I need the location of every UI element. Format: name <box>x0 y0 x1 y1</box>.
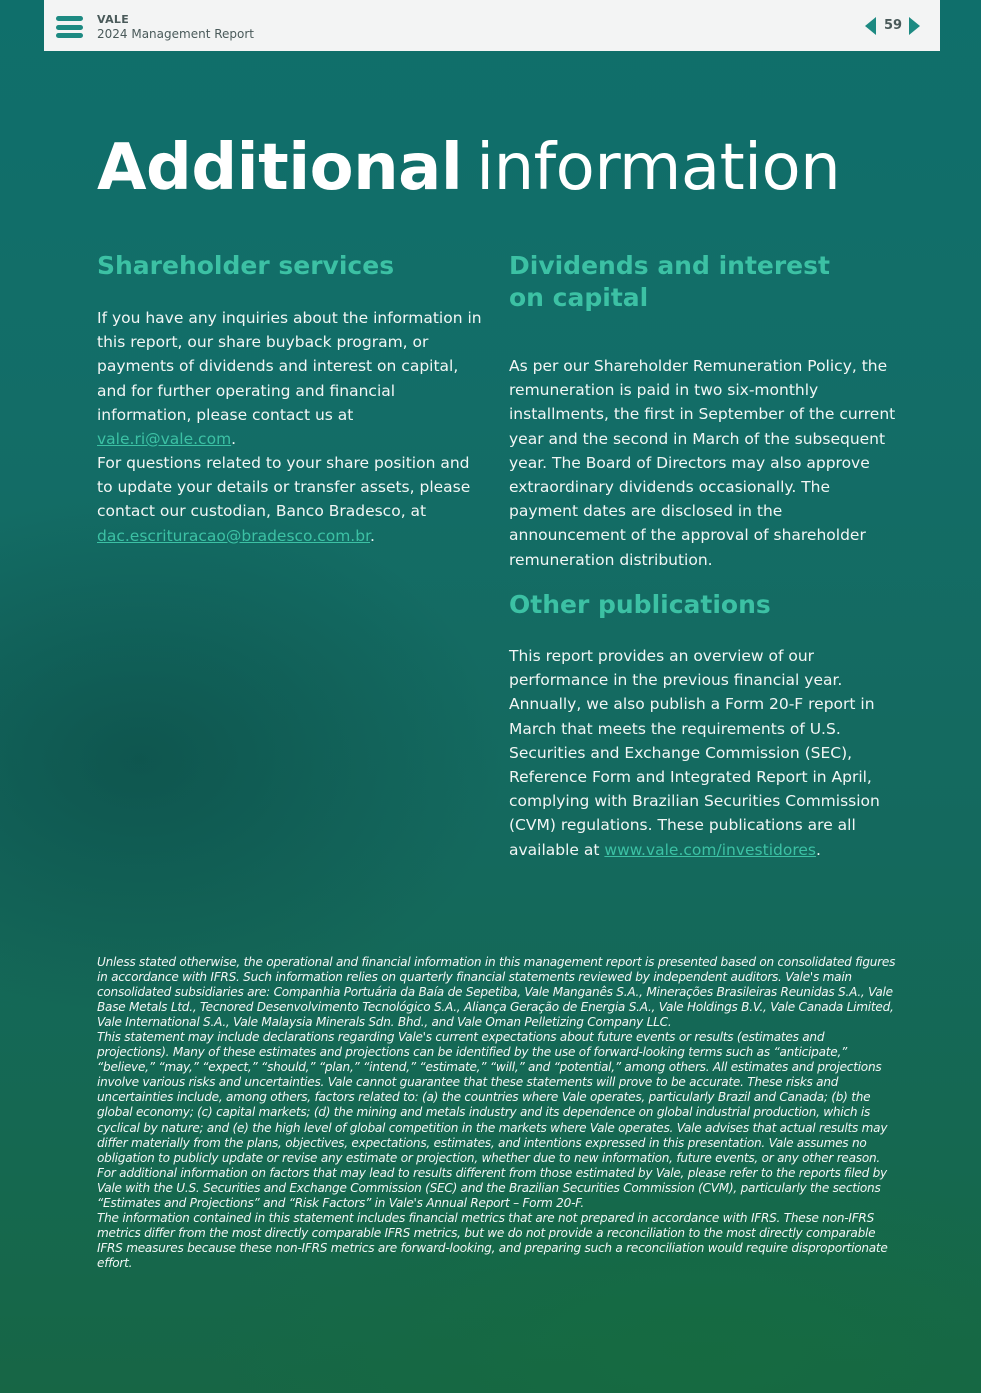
page-number: 59 <box>883 18 903 33</box>
dividends-heading: Dividends and interest on capital <box>509 251 830 312</box>
brand-name: VALE <box>97 13 130 26</box>
page-title-light: information <box>476 131 841 205</box>
page-title <box>97 128 840 208</box>
custodian-email-link[interactable]: dac.escrituracao@bradesco.com.br <box>97 526 371 545</box>
custodian-paragraph: For questions related to your share position and to update your details or transfer assets, please contact our custodian, Banco Bradesco, at dac.escrituracao@bradesco.com.br. <box>97 454 471 545</box>
other-publications-paragraph: This report provides an overview of our performance in the previous financial year. Annually, we also publish a Form 20-F report in March that meets the requirements of U.S. Securities and Exchange Commission (SEC), Reference Form and Integrated Report in April, complying with Brazilian Securities Commission (CVM) regulations. These publications are all available at www.vale.com/investidores. <box>509 647 880 859</box>
hamburger-menu-icon[interactable] <box>56 16 83 38</box>
report-subtitle: 2024 Management Report <box>97 27 254 41</box>
disclaimer-non-ifrs: The information contained in this statement includes financial metrics that are not prepared in accordance with IFRS. These non-IFRS metrics differ from the most directly comparable IFRS metrics, but we do not provide a reconciliation to the most directly comparable IFRS measures because these non-IFRS metrics are forward-looking, and preparing such a reconciliation would require disproportionate effort. <box>97 1210 888 1270</box>
dividends-paragraph: As per our Shareholder Remuneration Policy, the remuneration is paid in two six-monthly installments, the first in September of the current year and the second in March of the subsequent year. The Board of Directors may also approve extraordinary dividends occasionally. The payment dates are disclosed in the announcement of the approval of shareholder remuneration distribution. <box>509 357 896 569</box>
disclaimer-consolidation: Unless stated otherwise, the operational and financial information in this management report is presented based on consolidated figures in accordance with IFRS. Such information relies on quarterly financial statements reviewed by independent auditors. Vale's main consolidated subsidiaries are: Companhia Portuária da Baía de Sepetiba, Vale Manganês S.A., Minerações Brasileiras Reunidas S.A., Vale Base Metals Ltd., Tecnored Desenvolvimento Tecnológico S.A., Aliança Geração de Energia S.A., Vale Holdings B.V., Vale Canada Limited, Vale International S.A., Vale Malaysia Minerals Sdn. Bhd., and Vale Oman Pelletizing Company LLC. <box>97 955 896 1030</box>
previous-page-icon[interactable] <box>865 17 876 35</box>
investor-relations-email-link[interactable]: vale.ri@vale.com <box>97 430 232 449</box>
disclaimer <box>97 955 897 1271</box>
shareholder-inquiries-paragraph: If you have any inquiries about the information in this report, our share buyback program, or payments of dividends and interest on capital, and for further operating and financial information, please contact us at vale.ri@vale.com. <box>97 309 482 449</box>
page-title-bold: Additional <box>97 131 463 205</box>
investor-website-link[interactable]: www.vale.com/investidores <box>604 840 816 859</box>
next-page-icon[interactable] <box>909 17 920 35</box>
other-publications-heading: Other publications <box>509 590 771 619</box>
disclaimer-forward-looking: This statement may include declarations regarding Vale's current expectations about future events or results (estimates and projections). Many of these estimates and projections can be identified by the use of forward-looking terms such as “anticipate,” “believe,” “may,” “expect,” “should,” “plan,” “intend,” “estimate,” “will,” and “potential,” among others. All estimates and projections involve various risks and uncertainties. Vale cannot guarantee that these statements will prove to be accurate. These risks and uncertainties include, among others, factors related to: (a) the countries where Vale operates, particularly Brazil and Canada; (b) the global economy; (c) capital markets; (d) the mining and metals industry and its dependence on global industrial production, which is cyclical by nature; and (e) the high level of global competition in the markets where Vale operates. Vale advises that actual results may differ materially from the plans, objectives, expectations, estimates, and intentions expressed in this presentation. Vale assumes no obligation to publicly update or revise any estimate or projection, whether due to new information, future events, or any other reason. For additional information on factors that may lead to results different from those estimated by Vale, please refer to the reports filed by Vale with the U.S. Securities and Exchange Commission (SEC) and the Brazilian Securities Commission (CVM), particularly the sections “Estimates and Projections” and “Risk Factors” in Vale's Annual Report – Form 20-F. <box>97 1030 888 1210</box>
top-navigation-bar <box>44 0 940 51</box>
shareholder-services-heading: Shareholder services <box>97 251 395 280</box>
